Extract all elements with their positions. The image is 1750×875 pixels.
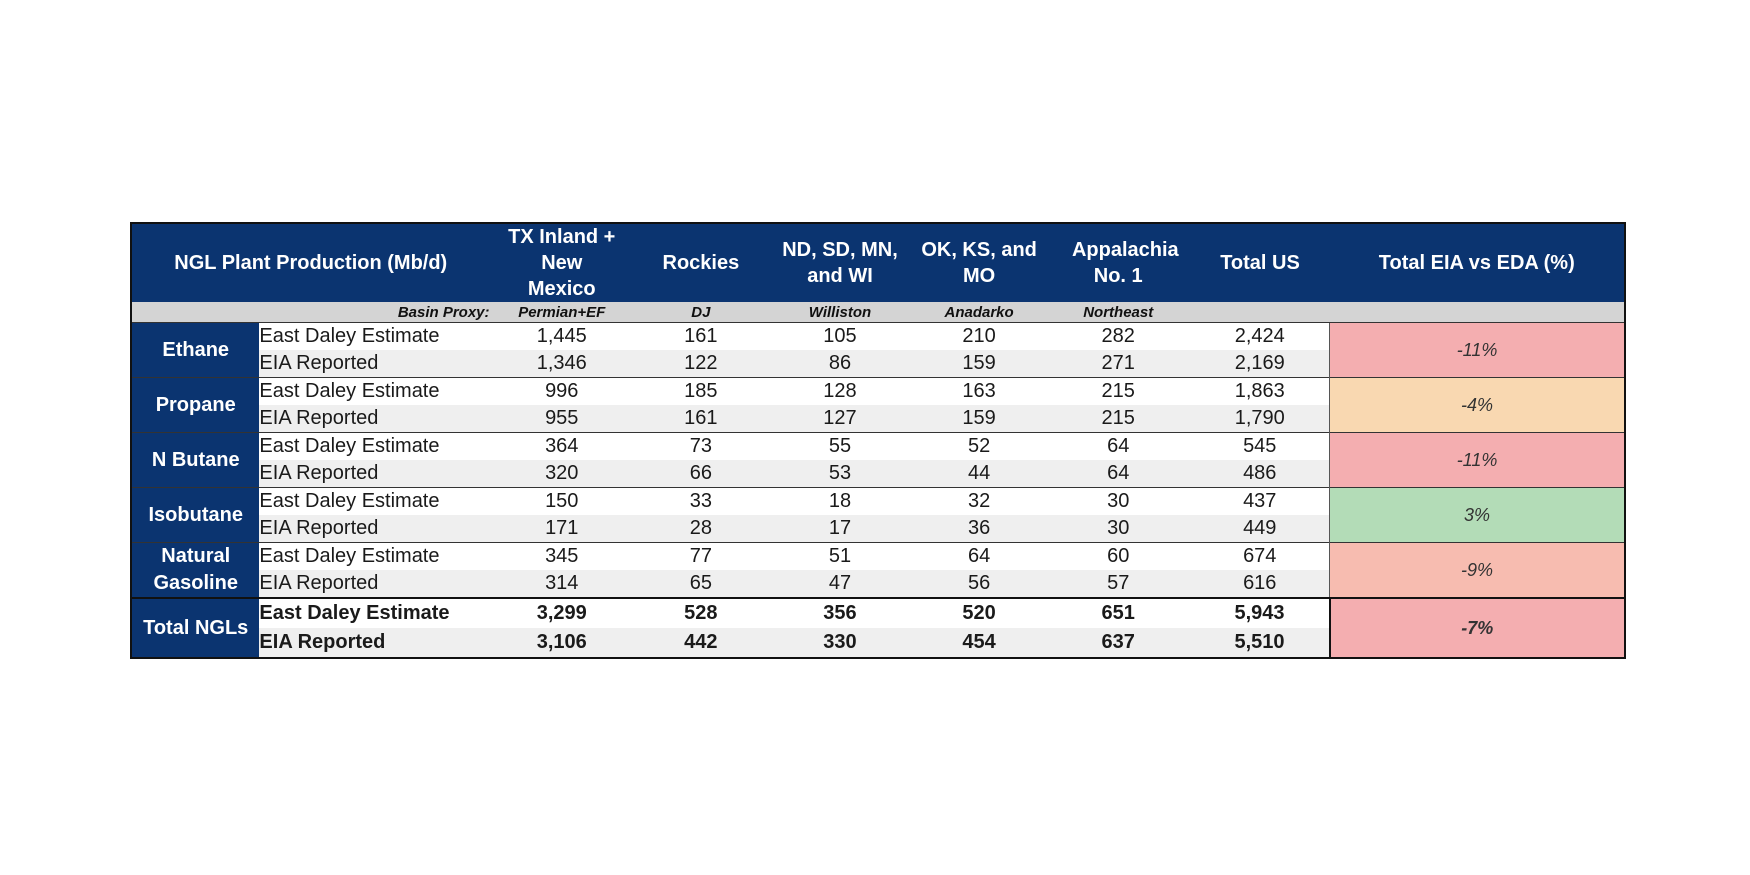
value-cell: 364 [490, 433, 634, 461]
basin-proxy-label: Basin Proxy: [131, 302, 490, 323]
diff-percent-cell: -7% [1330, 598, 1625, 658]
table-row [131, 488, 1625, 516]
row-label: East Daley Estimate [259, 323, 489, 351]
row-label: EIA Reported [259, 405, 489, 433]
value-cell: 18 [768, 488, 912, 516]
value-cell: 77 [634, 543, 768, 571]
row-label: EIA Reported [259, 515, 489, 543]
value-cell: 127 [768, 405, 912, 433]
table-row [131, 378, 1625, 406]
value-cell: 159 [912, 350, 1046, 378]
value-cell: 73 [634, 433, 768, 461]
row-label: East Daley Estimate [259, 598, 489, 628]
value-cell: 3,299 [490, 598, 634, 628]
value-cell: 28 [634, 515, 768, 543]
row-label: East Daley Estimate [259, 378, 489, 406]
value-cell: 51 [768, 543, 912, 571]
basin-proxy-cell: Permian+EF [490, 302, 634, 323]
value-cell: 955 [490, 405, 634, 433]
value-cell: 996 [490, 378, 634, 406]
value-cell: 64 [912, 543, 1046, 571]
value-cell: 5,510 [1190, 628, 1329, 658]
diff-percent-cell: -11% [1330, 433, 1625, 488]
product-name: N Butane [131, 433, 259, 488]
value-cell: 32 [912, 488, 1046, 516]
value-cell: 33 [634, 488, 768, 516]
value-cell: 3,106 [490, 628, 634, 658]
value-cell: 330 [768, 628, 912, 658]
value-cell: 171 [490, 515, 634, 543]
value-cell: 65 [634, 570, 768, 598]
value-cell: 55 [768, 433, 912, 461]
product-name: Isobutane [131, 488, 259, 543]
value-cell: 163 [912, 378, 1046, 406]
value-cell: 637 [1046, 628, 1190, 658]
table-title: NGL Plant Production (Mb/d) [131, 223, 490, 302]
value-cell: 320 [490, 460, 634, 488]
value-cell: 528 [634, 598, 768, 628]
header-row [131, 223, 1625, 302]
value-cell: 30 [1046, 515, 1190, 543]
product-name: Propane [131, 378, 259, 433]
value-cell: 64 [1046, 460, 1190, 488]
basin-proxy-cell: Northeast [1046, 302, 1190, 323]
value-cell: 122 [634, 350, 768, 378]
product-name: Ethane [131, 323, 259, 378]
diff-percent-cell: -9% [1330, 543, 1625, 599]
row-label: East Daley Estimate [259, 488, 489, 516]
value-cell: 47 [768, 570, 912, 598]
value-cell: 271 [1046, 350, 1190, 378]
table-body [131, 323, 1625, 659]
col-header-appalachia: Appalachia No. 1 [1046, 223, 1190, 302]
value-cell: 66 [634, 460, 768, 488]
col-header-diff: Total EIA vs EDA (%) [1330, 223, 1625, 302]
value-cell: 159 [912, 405, 1046, 433]
value-cell: 345 [490, 543, 634, 571]
value-cell: 64 [1046, 433, 1190, 461]
value-cell: 128 [768, 378, 912, 406]
value-cell: 36 [912, 515, 1046, 543]
value-cell: 56 [912, 570, 1046, 598]
value-cell: 17 [768, 515, 912, 543]
col-header-nd-sd: ND, SD, MN, and WI [768, 223, 912, 302]
row-label: EIA Reported [259, 350, 489, 378]
diff-percent-cell: 3% [1330, 488, 1625, 543]
value-cell: 210 [912, 323, 1046, 351]
value-cell: 616 [1190, 570, 1329, 598]
basin-proxy-row [131, 302, 1625, 323]
basin-proxy-cell: DJ [634, 302, 768, 323]
value-cell: 486 [1190, 460, 1329, 488]
value-cell: 150 [490, 488, 634, 516]
diff-percent-cell: -11% [1330, 323, 1625, 378]
value-cell: 30 [1046, 488, 1190, 516]
value-cell: 437 [1190, 488, 1329, 516]
value-cell: 520 [912, 598, 1046, 628]
product-name: Total NGLs [131, 598, 259, 658]
value-cell: 52 [912, 433, 1046, 461]
value-cell: 442 [634, 628, 768, 658]
value-cell: 215 [1046, 378, 1190, 406]
table-row [131, 323, 1625, 351]
value-cell: 215 [1046, 405, 1190, 433]
value-cell: 1,790 [1190, 405, 1329, 433]
value-cell: 651 [1046, 598, 1190, 628]
value-cell: 1,346 [490, 350, 634, 378]
value-cell: 161 [634, 323, 768, 351]
row-label: EIA Reported [259, 628, 489, 658]
value-cell: 282 [1046, 323, 1190, 351]
product-name: Natural Gasoline [131, 543, 259, 599]
col-header-total-us: Total US [1190, 223, 1329, 302]
value-cell: 1,445 [490, 323, 634, 351]
value-cell: 1,863 [1190, 378, 1329, 406]
table-row [131, 543, 1625, 571]
value-cell: 5,943 [1190, 598, 1329, 628]
row-label: EIA Reported [259, 460, 489, 488]
value-cell: 2,169 [1190, 350, 1329, 378]
total-row [131, 598, 1625, 628]
basin-proxy-cell [1330, 302, 1625, 323]
value-cell: 53 [768, 460, 912, 488]
value-cell: 314 [490, 570, 634, 598]
value-cell: 185 [634, 378, 768, 406]
col-header-rockies: Rockies [634, 223, 768, 302]
value-cell: 674 [1190, 543, 1329, 571]
row-label: EIA Reported [259, 570, 489, 598]
value-cell: 161 [634, 405, 768, 433]
value-cell: 60 [1046, 543, 1190, 571]
basin-proxy-cell: Anadarko [912, 302, 1046, 323]
row-label: East Daley Estimate [259, 543, 489, 571]
basin-proxy-cell: Williston [768, 302, 912, 323]
ngl-production-table [130, 222, 1626, 659]
value-cell: 2,424 [1190, 323, 1329, 351]
diff-percent-cell: -4% [1330, 378, 1625, 433]
value-cell: 545 [1190, 433, 1329, 461]
value-cell: 356 [768, 598, 912, 628]
col-header-tx-nm: TX Inland + New Mexico [490, 223, 634, 302]
value-cell: 44 [912, 460, 1046, 488]
value-cell: 105 [768, 323, 912, 351]
basin-proxy-cell [1190, 302, 1329, 323]
value-cell: 57 [1046, 570, 1190, 598]
col-header-ok-ks: OK, KS, and MO [912, 223, 1046, 302]
value-cell: 454 [912, 628, 1046, 658]
value-cell: 449 [1190, 515, 1329, 543]
row-label: East Daley Estimate [259, 433, 489, 461]
value-cell: 86 [768, 350, 912, 378]
table-row [131, 433, 1625, 461]
